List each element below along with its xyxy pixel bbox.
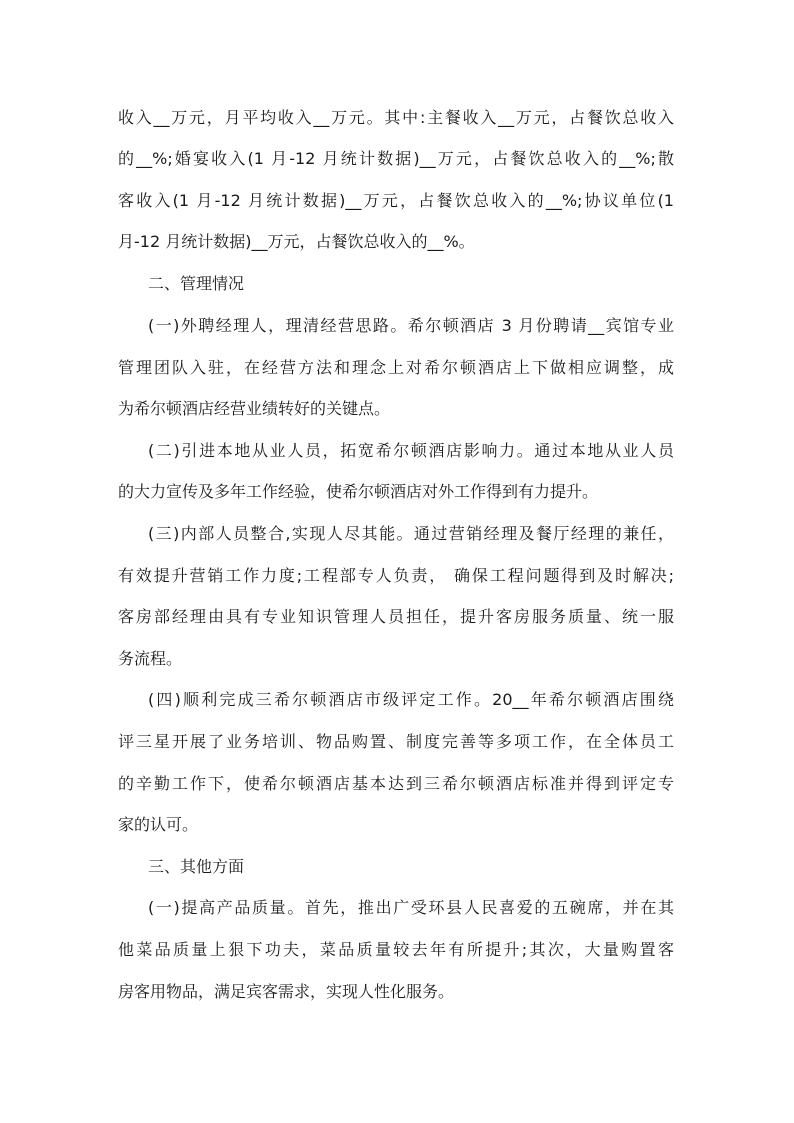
text-line: (一)外聘经理人，理清经营思路。希尔顿酒店 3 月份聘请__宾馆专业 — [148, 316, 674, 335]
text-line: 客收入(1 月-12 月统计数据)__万元，占餐饮总收入的__%;协议单位(1 — [118, 191, 674, 210]
text-line: (二)引进本地从业人员，拓宽希尔顿酒店影响力。通过本地从业人员 — [148, 441, 674, 460]
text-line: 月-12 月统计数据)__万元，占餐饮总收入的__%。 — [118, 232, 475, 251]
text-line: 为希尔顿酒店经营业绩转好的关键点。 — [118, 399, 391, 418]
text-line: (一)提高产品质量。首先，推出广受环县人民喜爱的五碗席，并在其 — [148, 898, 674, 917]
text-line: 评三星开展了业务培训、物品购置、制度完善等多项工作，在全体员工 — [118, 732, 674, 751]
text-line: (三)内部人员整合,实现人尽其能。通过营销经理及餐厅经理的兼任， — [148, 524, 674, 543]
text-line: 收入__万元，月平均收入__万元。其中:主餐收入__万元，占餐饮总收入 — [118, 108, 674, 127]
text-line: 客房部经理由具有专业知识管理人员担任，提升客房服务质量、统一服 — [118, 607, 674, 626]
text-line: 务流程。 — [118, 649, 183, 668]
text-line: 的大力宣传及多年工作经验，使希尔顿酒店对外工作得到有力提升。 — [118, 482, 599, 501]
text-line: 有效提升营销工作力度;工程部专人负责， 确保工程问题得到及时解决; — [118, 566, 674, 585]
text-line: 房客用物品，满足宾客需求，实现人性化服务。 — [118, 982, 455, 1001]
text-line: 管理团队入驻，在经营方法和理念上对希尔顿酒店上下做相应调整，成 — [118, 358, 674, 377]
text-line: (四)顺利完成三希尔顿酒店市级评定工作。20__年希尔顿酒店围绕 — [148, 690, 674, 709]
section-heading: 二、管理情况 — [148, 274, 245, 293]
text-line: 他菜品质量上狠下功夫，菜品质量较去年有所提升;其次，大量购置客 — [118, 940, 674, 959]
text-line: 家的认可。 — [118, 815, 199, 834]
text-line: 的辛勤工作下，使希尔顿酒店基本达到三希尔顿酒店标准并得到评定专 — [118, 774, 674, 793]
section-heading: 三、其他方面 — [148, 857, 245, 876]
text-line: 的__%;婚宴收入(1 月-12 月统计数据)__万元，占餐饮总收入的__%;散 — [118, 149, 674, 168]
